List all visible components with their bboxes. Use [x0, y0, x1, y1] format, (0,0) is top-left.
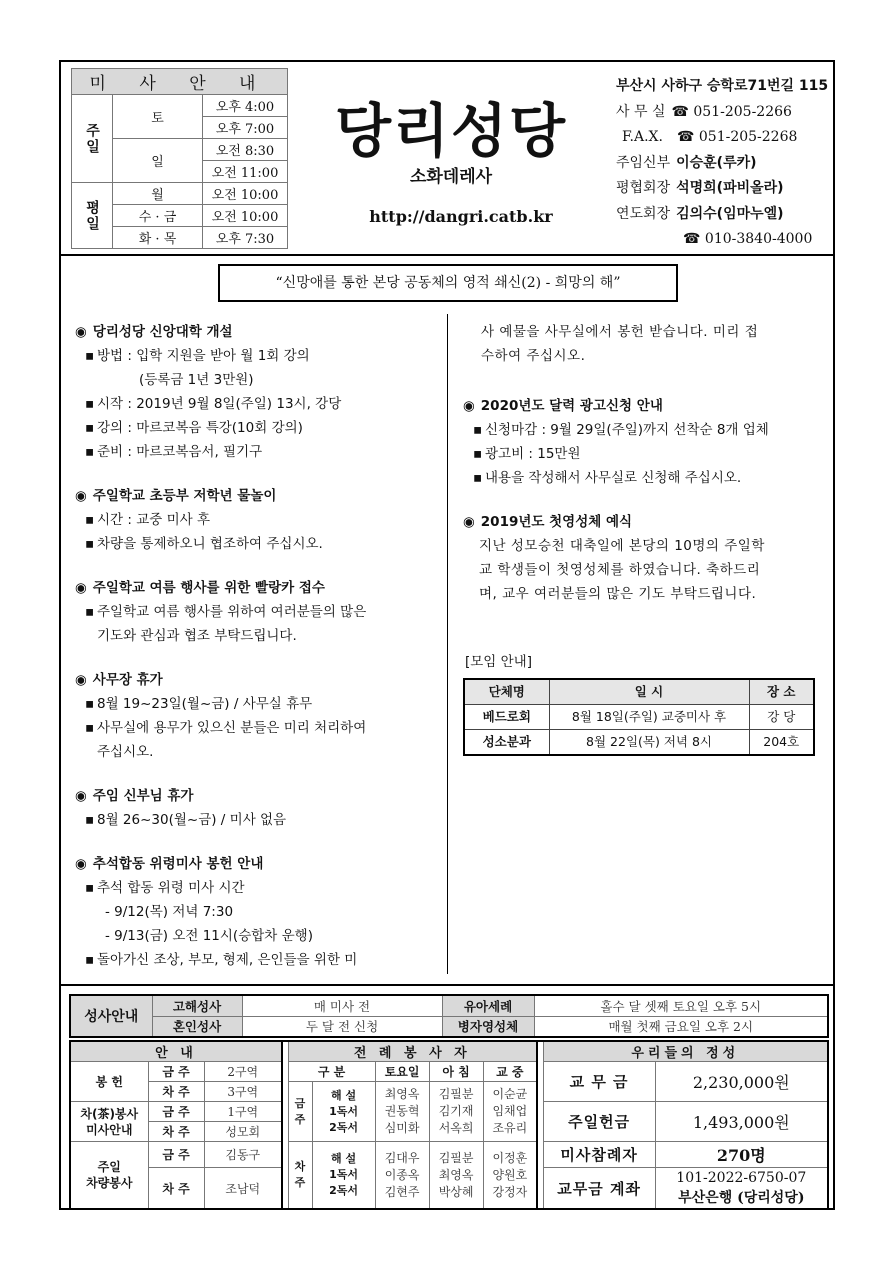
time-cell: 오후 7:30	[203, 227, 288, 249]
list-item: ▪ 강의 : 마르코복음 특강(10회 강의)	[85, 420, 303, 436]
council-name: 석명희(파비올라)	[676, 180, 784, 196]
target-bullet-icon: ◉	[463, 514, 475, 530]
bulletin-frame	[59, 60, 835, 1210]
offering-value: 270명	[655, 1142, 828, 1168]
offering-value: 1,493,000원	[655, 1102, 828, 1142]
paragraph-line: 며, 교우 여러분들의 많은 기도 부탁드립니다.	[479, 586, 757, 602]
header-divider	[61, 254, 833, 256]
paragraph-line: 교 학생들이 첫영성체를 하였습니다. 축하드리	[479, 562, 761, 578]
section-heading: ◉ 사무장 휴가	[75, 672, 163, 688]
left-column	[75, 314, 435, 972]
target-bullet-icon: ◉	[75, 788, 87, 804]
list-item: ▪ 시간 : 교중 미사 후	[85, 512, 211, 528]
offering-label: 미사참례자	[543, 1142, 655, 1168]
day-cell: 토	[113, 95, 203, 139]
parish-url[interactable]: http://dangri.catb.kr	[369, 207, 553, 226]
list-item: 기도와 관심과 협조 부탁드립니다.	[97, 628, 297, 644]
list-item: - 9/12(목) 저녁 7:30	[105, 904, 234, 920]
sacrament-table	[69, 994, 829, 1038]
paragraph-line: 지난 성모승천 대축일에 본당의 10명의 주일학	[479, 538, 765, 554]
guide-group: 봉 헌	[70, 1062, 148, 1102]
address: 부산시 사하구 승학로71번길 115	[616, 78, 829, 94]
service-table: 안 내 전 례 봉 사 자 우리들의 정성 봉 헌 금 주 2구역 구 분 토요일 아 침 교 중 교 무 금 2,230,000원 차 주 3구역 금 주 해 설 1독서 2독서 최영옥 권동혁 심미화 김필분 김기재 서옥희 이순균 임채업 조유리 차(茶)봉사 미사안내 금 주 1구역 주일헌금 1,493,000원 차 주 성모회 주일 차량봉사 금 주 김동구 차 주 해 설 1독서 2독서 김대우 이종옥 김현주 김필분 최영옥 박상혜 이정훈 양원호 강정자 미사참례자 270명 차 주 조남덕 교무금 계좌 101-2022-6750-07 부산은행 (당리성당)	[69, 1040, 829, 1210]
time-cell: 오후 7:00	[203, 117, 288, 139]
sacrament-name: 병자영성체	[442, 1016, 534, 1037]
meeting-header: 단체명	[464, 679, 549, 705]
sacrament-value: 매 미사 전	[242, 995, 442, 1016]
sacrament-label: 성사안내	[70, 995, 152, 1037]
section-heading: ◉ 주일학교 여름 행사를 위한 빨랑카 접수	[75, 580, 325, 596]
list-item: ▪ 신청마감 : 9월 29일(주일)까지 선착순 8개 업체	[473, 422, 769, 438]
list-item: ▪ 사무실에 용무가 있으신 분들은 미리 처리하여	[85, 720, 367, 736]
offering-value: 2,230,000원	[655, 1062, 828, 1102]
section-heading: ◉ 2019년도 첫영성체 예식	[463, 514, 633, 530]
mass-schedule-table	[71, 68, 288, 249]
target-bullet-icon: ◉	[75, 856, 87, 872]
guide-title: 안 내	[70, 1041, 282, 1062]
offering-label: 주일헌금	[543, 1102, 655, 1142]
phone-icon: ☎	[671, 103, 689, 120]
meeting-table	[463, 678, 815, 756]
list-item: ▪ 준비 : 마르코복음서, 필기구	[85, 444, 263, 460]
sacrament-value: 매월 첫째 금요일 오후 2시	[534, 1016, 828, 1037]
body-divider	[61, 984, 833, 986]
sacrament-value: 두 달 전 신청	[242, 1016, 442, 1037]
fax-label: F.A.X.	[622, 129, 663, 145]
list-item: ▪ 8월 26~30(월~금) / 미사 없음	[85, 812, 287, 828]
liturgy-title: 전 례 봉 사 자	[288, 1041, 537, 1062]
sacrament-name: 유아세례	[442, 995, 534, 1016]
sunday-label: 주일	[72, 95, 113, 183]
time-cell: 오전 10:00	[203, 205, 288, 227]
right-column	[463, 314, 828, 756]
target-bullet-icon: ◉	[75, 324, 87, 340]
parish-subtitle: 소화데레사	[409, 167, 493, 187]
meeting-title: [모임 안내]	[465, 654, 532, 670]
day-cell: 월	[113, 183, 203, 205]
theme-banner: “신망애를 통한 본당 공동체의 영적 쇄신(2) - 희망의 해”	[218, 264, 678, 302]
fax-tel: 051-205-2268	[698, 129, 798, 145]
day-cell: 일	[113, 139, 203, 183]
offering-title: 우리들의 정성	[543, 1041, 828, 1062]
pastor-name: 이승훈(루카)	[676, 154, 757, 171]
continued-text: 사 예물을 사무실에서 봉헌 받습니다. 미리 접	[481, 324, 759, 340]
target-bullet-icon: ◉	[463, 398, 475, 414]
offering-label: 교 무 금	[543, 1062, 655, 1102]
day-cell: 화 · 목	[113, 227, 203, 249]
time-cell: 오전 10:00	[203, 183, 288, 205]
time-cell: 오후 4:00	[203, 95, 288, 117]
list-item: ▪ 광고비 : 15만원	[473, 446, 581, 462]
contact-info	[616, 74, 831, 253]
sacrament-value: 홀수 달 셋째 토요일 오후 5시	[534, 995, 828, 1016]
list-item: 주십시오.	[97, 744, 154, 760]
sacrament-name: 혼인성사	[152, 1016, 242, 1037]
federation-tel: 010-3840-4000	[704, 231, 813, 247]
sacrament-name: 고해성사	[152, 995, 242, 1016]
section-heading: ◉ 2020년도 달력 광고신청 안내	[463, 398, 663, 414]
section-heading: ◉ 주임 신부님 휴가	[75, 788, 194, 804]
time-cell: 오전 8:30	[203, 139, 288, 161]
weekday-label: 평일	[72, 183, 113, 249]
federation-label: 연도회장	[616, 205, 671, 222]
continued-text: 수하여 주십시오.	[481, 348, 586, 364]
offering-label: 교무금 계좌	[543, 1168, 655, 1210]
office-tel: 051-205-2266	[693, 103, 792, 120]
list-item: ▪ 방법 : 입학 지원을 받아 월 1회 강의	[85, 348, 310, 364]
meeting-header: 장 소	[749, 679, 814, 705]
list-item: ▪ 돌아가신 조상, 부모, 형제, 은인들을 위한 미	[85, 952, 358, 968]
phone-icon: ☎	[683, 231, 701, 247]
target-bullet-icon: ◉	[75, 488, 87, 504]
table-row: 베드로회 8월 18일(주일) 교중미사 후 강 당	[464, 705, 814, 730]
section-heading: ◉ 당리성당 신앙대학 개설	[75, 324, 233, 340]
list-item: ▪ 시작 : 2019년 9월 8일(주일) 13시, 강당	[85, 396, 342, 412]
account-info: 101-2022-6750-07 부산은행 (당리성당)	[655, 1168, 828, 1210]
mass-schedule-title: 미 사 안 내	[72, 69, 288, 95]
section-heading: ◉ 추석합동 위령미사 봉헌 안내	[75, 856, 264, 872]
target-bullet-icon: ◉	[75, 580, 87, 596]
meeting-header: 일 시	[549, 679, 749, 705]
section-heading: ◉ 주일학교 초등부 저학년 물놀이	[75, 488, 277, 504]
time-cell: 오전 11:00	[203, 161, 288, 183]
list-item: ▪ 차량을 통제하오니 협조하여 주십시오.	[85, 536, 323, 552]
list-item: ▪ 추석 합동 위령 미사 시간	[85, 880, 245, 896]
column-divider	[447, 314, 448, 974]
phone-icon: ☎	[676, 129, 695, 145]
pastor-label: 주임신부	[616, 154, 671, 171]
guide-group: 주일 차량봉사	[70, 1142, 148, 1210]
council-label: 평협회장	[616, 180, 671, 196]
federation-name: 김의수(임마누엘)	[676, 205, 784, 222]
list-item: ▪ 8월 19~23일(월~금) / 사무실 휴무	[85, 696, 313, 712]
table-row: 성소분과 8월 22일(목) 저녁 8시 204호	[464, 730, 814, 756]
parish-title: 당리성당	[334, 97, 568, 165]
list-item: (등록금 1년 3만원)	[139, 372, 254, 388]
guide-group: 차(茶)봉사 미사안내	[70, 1102, 148, 1142]
office-label: 사 무 실	[616, 103, 666, 120]
day-cell: 수 · 금	[113, 205, 203, 227]
list-item: ▪ 내용을 작성해서 사무실로 신청해 주십시오.	[473, 470, 742, 486]
list-item: ▪ 주일학교 여름 행사를 위하여 여러분들의 많은	[85, 604, 367, 620]
list-item: - 9/13(금) 오전 11시(승합차 운행)	[105, 928, 313, 944]
target-bullet-icon: ◉	[75, 672, 87, 688]
